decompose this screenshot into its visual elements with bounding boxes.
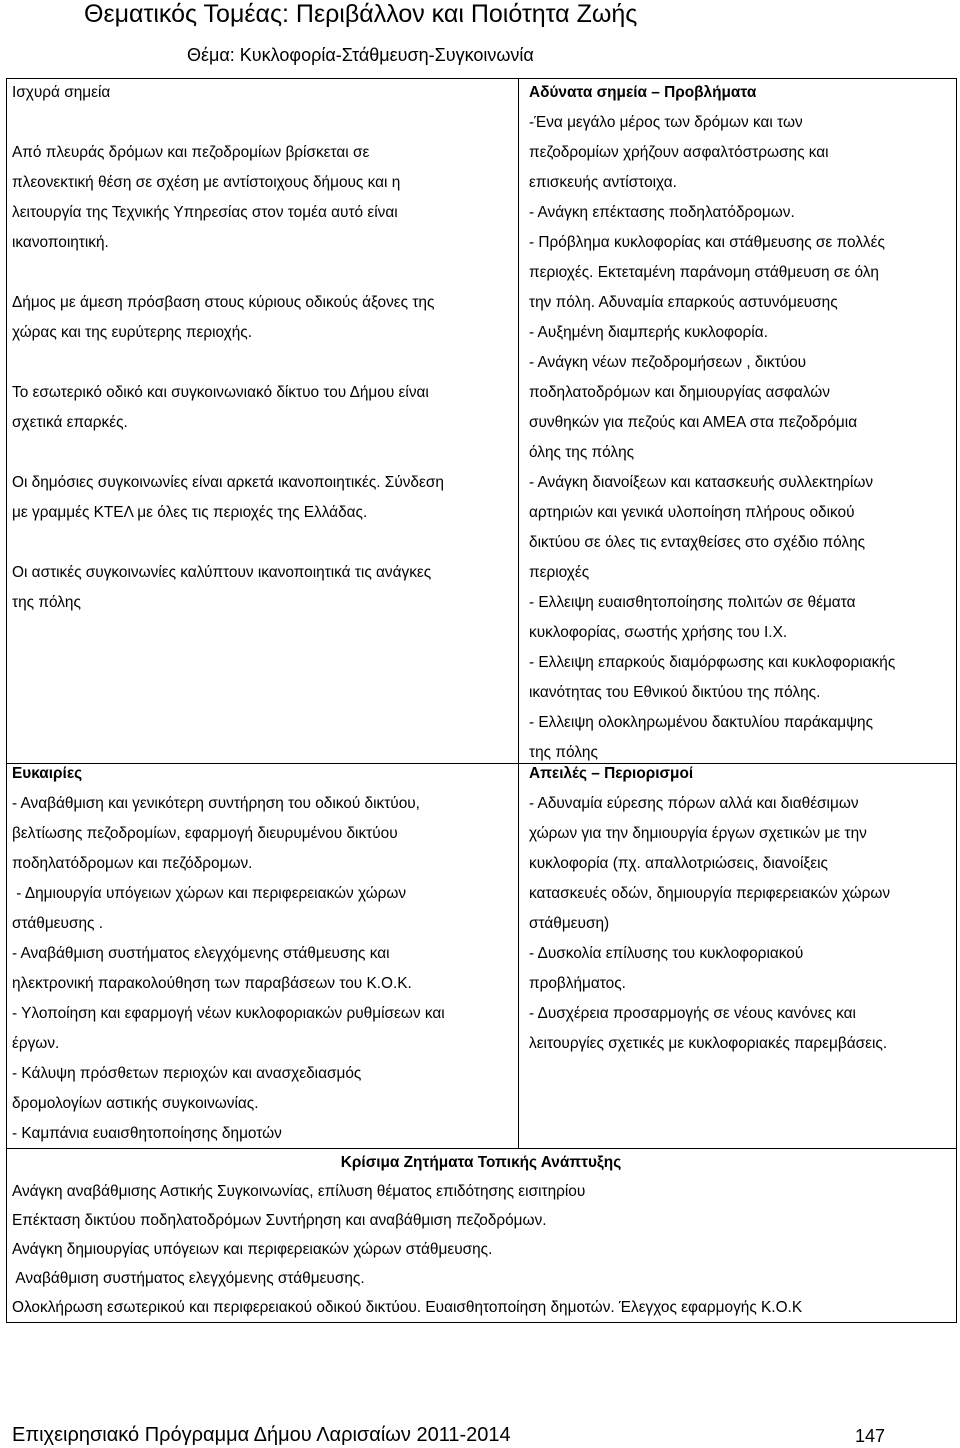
strengths-paragraph [12,378,512,438]
opportunities-line: - Κάλυψη πρόσθετων περιοχών και ανασχεδιασμός [12,1065,362,1082]
opportunities-line: - Υλοποίηση και εφαρμογή νέων κυκλοφοριακών ρυθμίσεων και [12,1005,445,1022]
strengths-line: λειτουργία της Τεχνικής Υπηρεσίας στον τομέα αυτό είναι [12,204,398,221]
weaknesses-line: συνθηκών για πεζούς και ΑΜΕΑ στα πεζοδρόμια [529,414,858,431]
opportunities-line: ποδηλατόδρομων και πεζόδρομων. [12,855,253,872]
critical-issues-line: Αναβάθμιση συστήματος ελεγχόμενης στάθμευσης. [12,1270,365,1287]
strengths-line: Δήμος με άμεση πρόσβαση στους κύριους οδικούς άξονες της [12,294,435,311]
opportunities-line: - Δημιουργία υπόγειων χώρων και περιφερειακών χώρων [12,885,407,902]
critical-issues-line: Ανάγκη δημιουργίας υπόγειων και περιφερειακών χώρων στάθμευσης. [12,1241,493,1258]
opportunities-line: - Αναβάθμιση συστήματος ελεγχόμενης στάθμευσης και [12,945,390,962]
opportunities-line: έργων. [12,1035,60,1052]
critical-issues-line: Ανάγκη αναβάθμισης Αστικής Συγκοινωνίας, επίλυση θέματος επιδότησης εισιτηρίου [12,1183,586,1200]
topic-subtitle: Θέμα: Κυκλοφορία-Στάθμευση-Συγκοινωνία [187,45,534,65]
weaknesses-line: την πόλη. Αδυναμία επαρκούς αστυνόμευσης [529,294,838,311]
opportunities-line: στάθμευσης . [12,915,103,932]
strengths-line: χώρας και της ευρύτερης περιοχής. [12,324,252,341]
strengths-line: Οι αστικές συγκοινωνίες καλύπτουν ικανοποιητικά τις ανάγκες [12,564,432,581]
weaknesses-line: της πόλης [529,744,598,761]
weaknesses-line: περιοχές [529,564,590,581]
opportunities-line: δρομολογίων αστικής συγκοινωνίας. [12,1095,259,1112]
weaknesses-line: πεζοδρομίων χρήζουν ασφαλτόστρωσης και [529,144,829,161]
weaknesses-line: αρτηριών και γενικά υλοποίηση πλήρους οδικού [529,504,855,521]
weaknesses-line: - Ανάγκη επέκτασης ποδηλατόδρομων. [529,204,795,221]
weaknesses-line: - Ελλειψη επαρκούς διαμόρφωσης και κυκλοφοριακής [529,654,896,671]
threats-line: κυκλοφορία (πχ. απαλλοτριώσεις, διανοίξεις [529,855,828,872]
critical-issues-line: Επέκταση δικτύου ποδηλατοδρόμων Συντήρηση και αναβάθμιση πεζοδρόμων. [12,1212,547,1229]
weaknesses-line: ικανότητας του Εθνικού δικτύου της πόλης. [529,684,821,701]
strengths-line: της πόλης [12,594,81,611]
threats-line: προβλήματος. [529,975,626,992]
strengths-line: Οι δημόσιες συγκοινωνίες είναι αρκετά ικανοποιητικές. Σύνδεση [12,474,444,491]
threats-line: στάθμευση) [529,915,610,932]
critical-issues-line: Ολοκλήρωση εσωτερικού και περιφερειακού οδικού δικτύου. Ευαισθητοποίηση δημοτών. Έλεγχος εφαρμογής Κ.Ο.Κ [12,1299,803,1316]
opportunities-line: - Αναβάθμιση και γενικότερη συντήρηση του οδικού δικτύου, [12,795,420,812]
opportunities-line: ηλεκτρονική παρακολούθηση των παραβάσεων του Κ.Ο.Κ. [12,975,412,992]
strengths-line: σχετικά επαρκές. [12,414,128,431]
strengths-paragraph [12,138,512,258]
opportunities-line: βελτίωσης πεζοδρομίων, εφαρμογή διευρυμένου δικτύου [12,825,398,842]
weaknesses-line: - Ελλειψη ευαισθητοποίησης πολιτών σε θέματα [529,594,856,611]
column-divider [518,78,519,1149]
weaknesses-cell [529,78,954,768]
strengths-heading: Ισχυρά σημεία [12,84,111,101]
weaknesses-line: - Πρόβλημα κυκλοφορίας και στάθμευσης σε πολλές [529,234,885,251]
section-title: Θεματικός Τομέας: Περιβάλλον και Ποιότητα Ζωής [84,0,638,28]
threats-line: κατασκευές οδών, δημιουργία περιφερειακών χώρων [529,885,891,902]
footer-title: Επιχειρησιακό Πρόγραμμα Δήμου Λαρισαίων 2011-2014 [12,1424,511,1446]
threats-cell [529,759,954,1059]
strengths-paragraph [12,468,512,528]
critical-issues-heading: Κρίσιμα Ζητήματα Τοπικής Ανάπτυξης [340,1154,622,1171]
critical-issues-cell [6,1148,956,1322]
weaknesses-line: επισκευής αντίστοιχα. [529,174,677,191]
strengths-line: Από πλευράς δρόμων και πεζοδρομίων βρίσκεται σε [12,144,370,161]
weaknesses-line: -Ένα μεγάλο μέρος των δρόμων και των [529,114,803,131]
threats-line: λειτουργίες σχετικές με κυκλοφοριακές παρεμβάσεις. [529,1035,888,1052]
strengths-line: Το εσωτερικό οδικό και συγκοινωνιακό δίκτυο του Δήμου είναι [12,384,429,401]
strengths-paragraph [12,288,512,348]
strengths-line: πλεονεκτική θέση σε σχέση με αντίστοιχους δήμους και η [12,174,401,191]
weaknesses-line: - Αυξημένη διαμπερής κυκλοφορία. [529,324,768,341]
threats-line: χώρων για την δημιουργία έργων σχετικών με την [529,825,867,842]
weaknesses-line: όλης της πόλης [529,444,635,461]
strengths-line: με γραμμές ΚΤΕΛ με όλες τις περιοχές της Ελλάδας. [12,504,368,521]
opportunities-heading: Ευκαιρίες [12,765,83,782]
strengths-line: ικανοποιητική. [12,234,109,251]
weaknesses-line: δικτύου σε όλες τις ενταχθείσες στο σχέδιο πόλης [529,534,866,551]
opportunities-line: - Καμπάνια ευαισθητοποίησης δημοτών [12,1125,282,1142]
threats-line: - Δυσκολία επίλυσης του κυκλοφοριακού [529,945,804,962]
threats-line: - Δυσχέρεια προσαρμογής σε νέους κανόνες και [529,1005,856,1022]
weaknesses-line: περιοχές. Εκτεταμένη παράνομη στάθμευση σε όλη [529,264,879,281]
weaknesses-line: - Ανάγκη διανοίξεων και κατασκευής συλλεκτηρίων [529,474,874,491]
strengths-paragraph [12,558,512,618]
weaknesses-heading: Αδύνατα σημεία – Προβλήματα [529,84,757,101]
threats-line: - Αδυναμία εύρεσης πόρων αλλά και διαθέσιμων [529,795,859,812]
weaknesses-line: - Ανάγκη νέων πεζοδρομήσεων , δικτύου [529,354,807,371]
page-number: 147 [855,1426,886,1446]
weaknesses-line: - Ελλειψη ολοκληρωμένου δακτυλίου παράκαμψης [529,714,874,731]
strengths-cell [12,78,512,618]
opportunities-cell [12,759,512,1149]
weaknesses-line: κυκλοφορίας, σωστής χρήσης του Ι.Χ. [529,624,788,641]
threats-heading: Απειλές – Περιορισμοί [529,765,694,782]
weaknesses-line: ποδηλατοδρόμων και δημιουργίας ασφαλών [529,384,831,401]
